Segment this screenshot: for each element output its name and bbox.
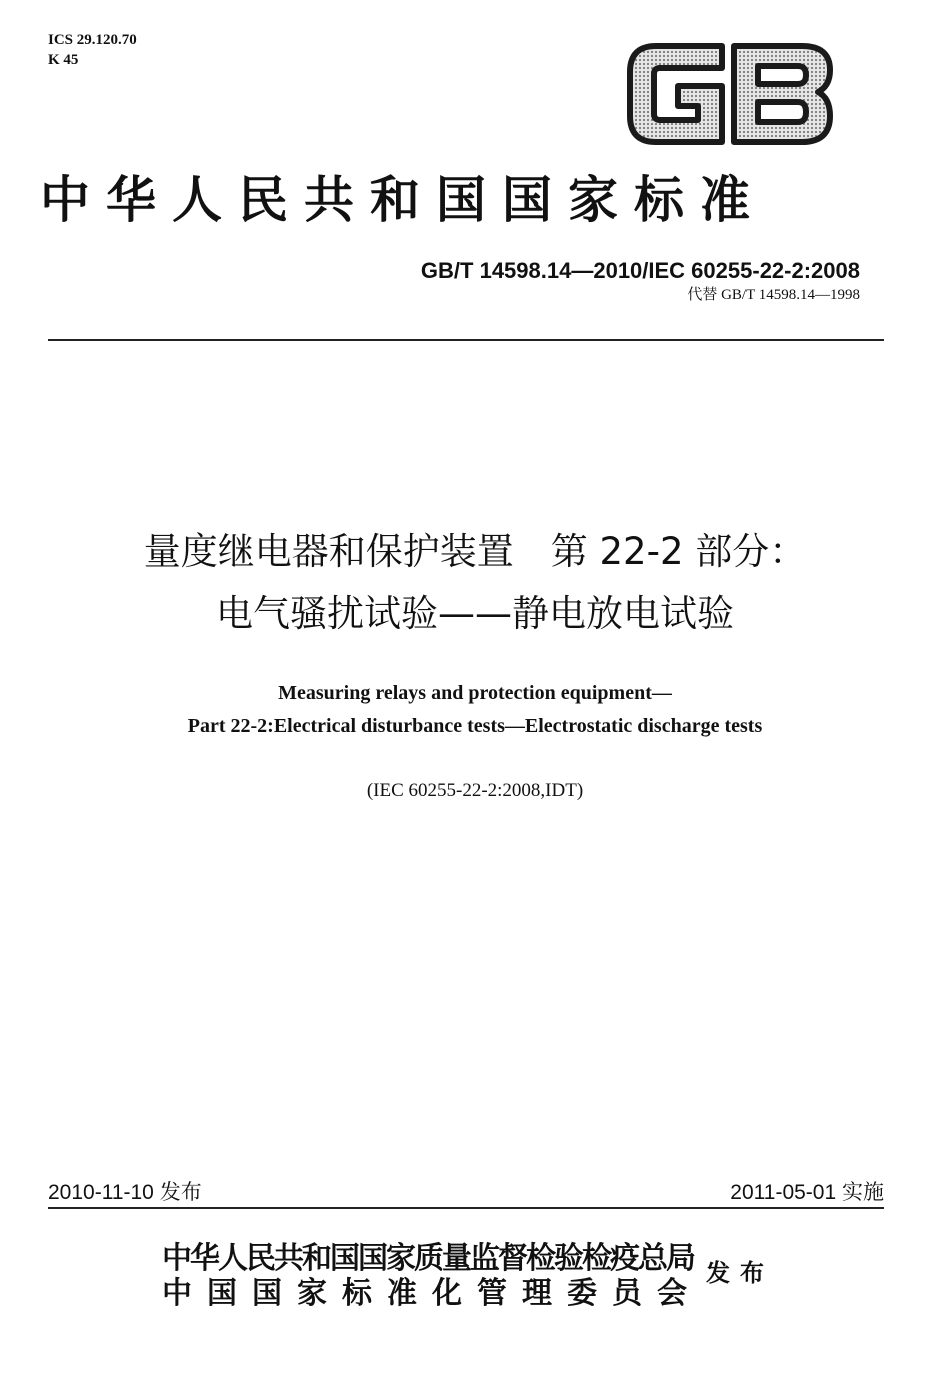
publish-label: 发布 — [706, 1258, 774, 1287]
identical-standard-reference: (IEC 60255-22-2:2008,IDT) — [366, 780, 584, 801]
bottom-divider — [48, 1207, 884, 1209]
title-english-line-2: Part 22-2:Electrical disturbance tests—Electrostatic discharge tests — [187, 715, 763, 737]
national-standard-heading: 中华人民共和国国家标准 — [40, 170, 766, 229]
issuer-line-2: 中国国家标准化管理委员会 — [162, 1276, 702, 1311]
title-english-line-1: Measuring relays and protection equipment— — [278, 682, 672, 704]
implementation-date: 2011-05-01 实施 — [730, 1181, 884, 1204]
gb-logo-text: GB — [729, 102, 731, 103]
title-chinese-line-2: 电气骚扰试验——静电放电试验 — [216, 592, 734, 635]
replaced-standard: 代替 GB/T 14598.14—1998 — [687, 287, 860, 303]
ics-code: ICS 29.120.70 — [48, 32, 137, 48]
issue-date: 2010-11-10 发布 — [48, 1181, 202, 1204]
gb-logo — [626, 42, 834, 146]
title-chinese-line-1: 量度继电器和保护装置 第 22-2 部分： — [143, 530, 807, 573]
standard-number: GB/T 14598.14—2010/IEC 60255-22-2:2008 — [420, 258, 860, 283]
top-divider — [48, 339, 884, 341]
ccs-code: K 45 — [48, 52, 79, 68]
issuer-line-1: 中华人民共和国国家质量监督检验检疫总局 — [162, 1241, 694, 1276]
classification-codes — [48, 30, 137, 70]
